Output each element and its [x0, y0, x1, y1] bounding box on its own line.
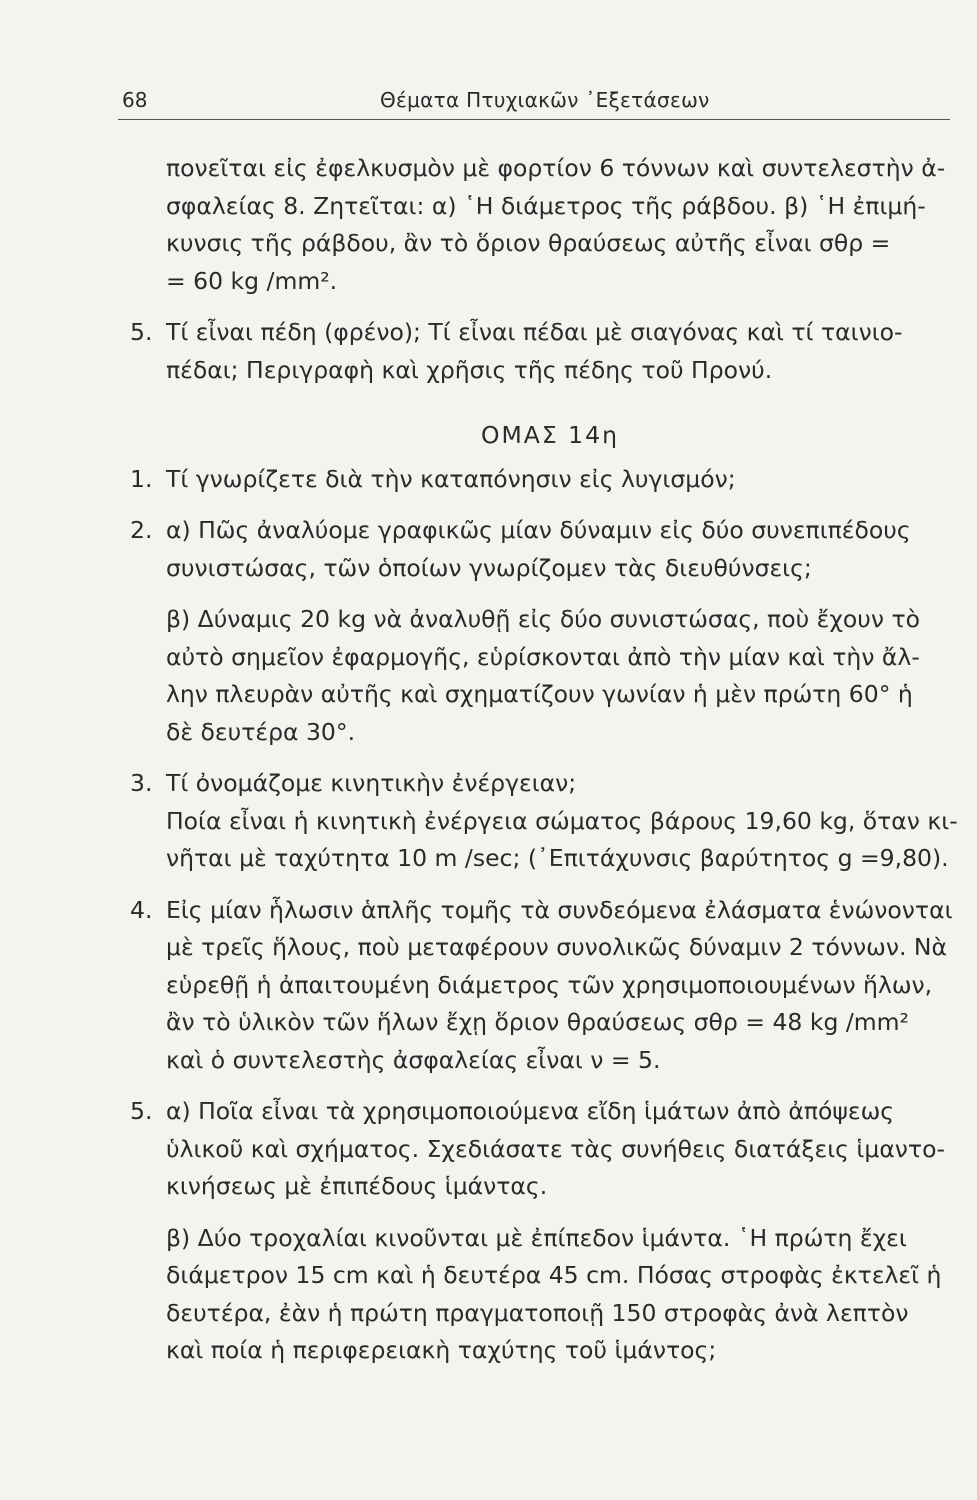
text-line: β) Δύναμις 20 kg νὰ ἀναλυθῇ εἰς δύο συνιστώσας, ποὺ ἔχουν τὸ — [166, 605, 921, 633]
page-header — [118, 88, 948, 128]
text-line: β) Δύο τροχαλίαι κινοῦνται μὲ ἐπίπεδον ἱμάντα. ῾Η πρώτη ἔχει — [166, 1223, 907, 1252]
text-line: μὲ τρεῖς ἥλους, ποὺ μεταφέρουν συνολικῶς δύναμιν 2 τόννων. Νὰ — [166, 933, 947, 961]
text-line: κινήσεως μὲ ἐπιπέδους ἱμάντας. — [166, 1172, 548, 1200]
text-line: = 60 kg /mm². — [166, 266, 338, 295]
text-line: πέδαι; Περιγραφὴ καὶ χρῆσις τῆς πέδης τοῦ Προνύ. — [166, 355, 773, 384]
question-number: 5. — [130, 318, 153, 346]
text-line: δὲ δευτέρα 30°. — [166, 717, 356, 746]
text-line: Εἰς μίαν ἧλωσιν ἁπλῆς τομῆς τὰ συνδεόμενα ἐλάσματα ἑνώνονται — [166, 895, 953, 924]
question-3 — [130, 765, 960, 878]
question-5 — [130, 1093, 960, 1370]
question-number: 1. — [130, 464, 153, 493]
text-line: ὑλικοῦ καὶ σχήματος. Σχεδιάσατε τὰς συνήθεις διατάξεις ἱμαντο- — [166, 1134, 945, 1163]
running-title: Θέματα Πτυχιακῶν ᾿Εξετάσεων — [380, 88, 710, 112]
group-heading: ΟΜΑΣ 14η — [481, 421, 619, 449]
question-number: 3. — [130, 769, 153, 797]
text-line: κυνσις τῆς ράβδου, ἂν τὸ ὅριον θραύσεως αὐτῆς εἶναι σθρ = — [166, 229, 891, 257]
question-1 — [130, 461, 960, 499]
text-line: πονεῖται εἰς ἐφελκυσμὸν μὲ φορτίον 6 τόννων καὶ συντελεστὴν ἀ- — [166, 154, 946, 182]
text-line: διάμετρον 15 cm καὶ ἡ δευτέρα 45 cm. Πόσας στροφὰς ἐκτελεῖ ἡ — [166, 1261, 942, 1289]
question-5-previous-group — [130, 314, 960, 389]
text-line: νῆται μὲ ταχύτητα 10 m /sec; (᾿Επιτάχυνσις βαρύτητος g =9,80). — [166, 844, 949, 872]
header-rule — [118, 119, 950, 120]
text-line: αὐτὸ σημεῖον ἐφαρμογῆς, εὑρίσκονται ἀπὸ τὴν μίαν καὶ τὴν ἄλ- — [166, 642, 920, 671]
question-number: 5. — [130, 1097, 153, 1125]
text-line: Τί γνωρίζετε διὰ τὴν καταπόνησιν εἰς λυγισμόν; — [166, 464, 736, 493]
page-number: 68 — [122, 88, 148, 112]
page-body — [130, 150, 960, 1370]
text-line: λην πλευρὰν αὐτῆς καὶ σχηματίζουν γωνίαν ἡ μὲν πρώτη 60° ἡ — [166, 680, 913, 708]
text-line: καὶ ὁ συντελεστὴς ἀσφαλείας εἶναι ν = 5. — [166, 1045, 661, 1074]
question-number: 2. — [130, 516, 153, 544]
text-line: καὶ ποία ἡ περιφερειακὴ ταχύτης τοῦ ἱμάντος; — [166, 1336, 717, 1364]
text-line: συνιστώσας, τῶν ὁποίων γνωρίζομεν τὰς διευθύνσεις; — [166, 553, 812, 582]
question-2 — [130, 512, 960, 751]
text-line: Τί ὀνομάζομε κινητικὴν ἐνέργειαν; — [166, 769, 577, 797]
question-number: 4. — [130, 895, 153, 924]
text-line: α) Πῶς ἀναλύομε γραφικῶς μίαν δύναμιν εἰς δύο συνεπιπέδους — [166, 516, 911, 544]
text-line: σφαλείας 8. Ζητεῖται: α) ῾Η διάμετρος τῆς ράβδου. β) ῾Η ἐπιμή- — [166, 191, 926, 220]
text-line: Τί εἶναι πέδη (φρένο); Τί εἶναι πέδαι μὲ σιαγόνας καὶ τί ταινιο- — [166, 318, 903, 346]
text-line: α) Ποῖα εἶναι τὰ χρησιμοποιούμενα εἴδη ἱμάτων ἀπὸ ἀπόψεως — [166, 1097, 895, 1125]
text-line: ἂν τὸ ὑλικὸν τῶν ἥλων ἔχῃ ὅριον θραύσεως σθρ = 48 kg /mm² — [166, 1008, 909, 1036]
question-4 — [130, 892, 960, 1080]
text-line: δευτέρα, ἐὰν ἡ πρώτη πραγματοποιῇ 150 στροφὰς ἀνὰ λεπτὸν — [166, 1298, 909, 1327]
text-line: Ποία εἶναι ἡ κινητικὴ ἐνέργεια σώματος βάρους 19,60 kg, ὅταν κι- — [166, 806, 958, 835]
text-line: εὑρεθῇ ἡ ἀπαιτουμένη διάμετρος τῶν χρησιμοποιουμένων ἥλων, — [166, 970, 933, 999]
continuation-paragraph — [130, 150, 960, 300]
